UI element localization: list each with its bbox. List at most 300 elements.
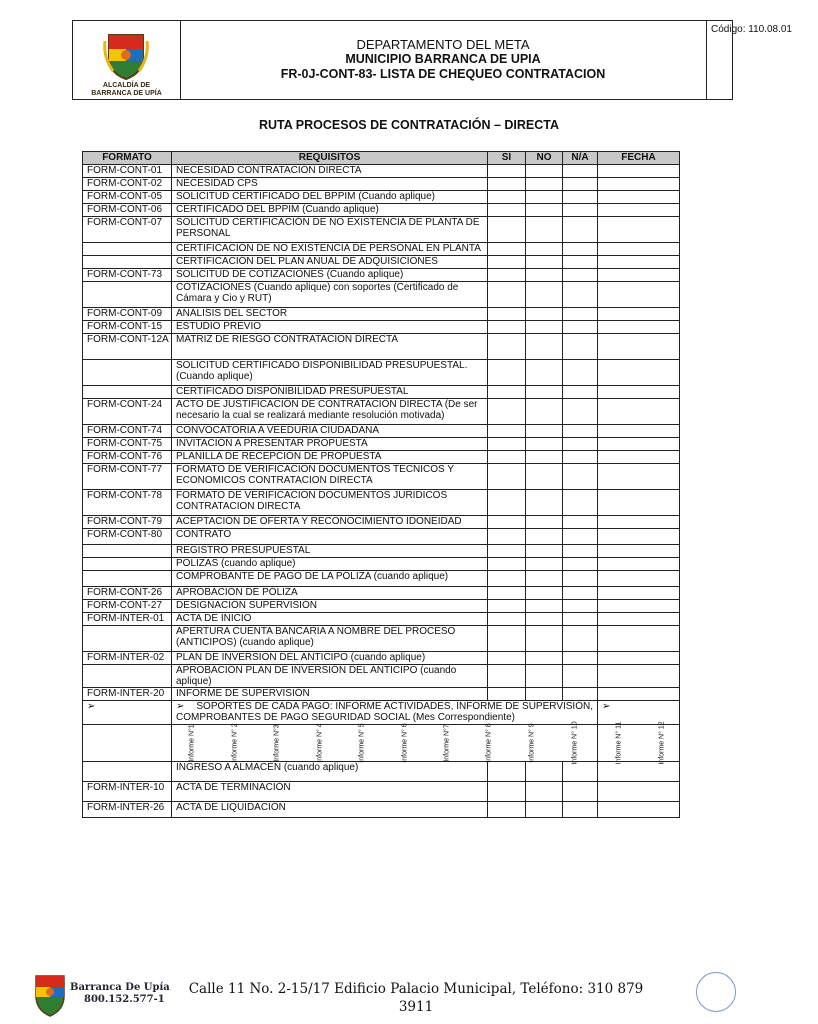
footer-seal-circle: [696, 972, 736, 1012]
table-row: [83, 321, 680, 334]
informe-text: Informe N° 8: [486, 723, 494, 763]
check-cell-no[interactable]: [526, 438, 563, 451]
form-code-cell: FORM-CONT-01: [83, 165, 172, 178]
requirement-cell: ACTO DE JUSTIFICACIÓN DE CONTRATACIÓN DIRECTA (De ser necesario la cual se realizará mediante resolución motivada): [172, 399, 488, 425]
requirement-cell: CERTIFICACIÓN DEL PLAN ANUAL DE ADQUISICIONES: [172, 256, 488, 269]
requirement-cell: CONTRATO: [172, 529, 488, 545]
column-header-no: NO: [526, 152, 563, 165]
requirement-cell: ACTA DE INICIO: [172, 613, 488, 626]
check-cell-fecha[interactable]: [598, 490, 680, 516]
check-cell-no[interactable]: [526, 490, 563, 516]
check-cell-si[interactable]: [488, 386, 526, 399]
check-cell-fecha[interactable]: [598, 165, 680, 178]
check-cell-si[interactable]: [488, 321, 526, 334]
check-cell-no[interactable]: [526, 243, 563, 256]
check-cell-na[interactable]: [563, 308, 598, 321]
informe-text: Informe N° 6: [401, 723, 409, 763]
table-row: [83, 425, 680, 438]
check-cell-na[interactable]: [563, 334, 598, 360]
form-code-cell: [83, 282, 172, 308]
form-code-cell: FORM-CONT-06: [83, 204, 172, 217]
check-cell-no[interactable]: [526, 334, 563, 360]
check-cell-no[interactable]: [526, 425, 563, 438]
check-cell-no[interactable]: [526, 256, 563, 269]
table-row: [83, 386, 680, 399]
check-cell-si[interactable]: [488, 282, 526, 308]
requirement-cell: COTIZACIONES (Cuando aplique) con soportes (Certificado de Cámara y Cio y RUT): [172, 282, 488, 308]
form-code-cell: [83, 545, 172, 558]
soportes-marker-cell: ➢: [83, 701, 172, 725]
informe-text: Informe N° 12: [658, 721, 666, 765]
check-cell-si[interactable]: [488, 451, 526, 464]
requirement-cell: PLANILLA DE RECEPCIÓN DE PROPUESTA: [172, 451, 488, 464]
check-cell-no[interactable]: [526, 802, 563, 818]
check-cell-no[interactable]: [526, 665, 563, 688]
form-code-cell: [83, 386, 172, 399]
check-cell-na[interactable]: [563, 438, 598, 451]
table-row: [83, 571, 680, 587]
informe-text: Informe N°1: [189, 724, 197, 762]
check-cell-si[interactable]: [488, 802, 526, 818]
check-cell-na[interactable]: [563, 529, 598, 545]
form-code-cell: [83, 243, 172, 256]
check-cell-si[interactable]: [488, 438, 526, 451]
check-cell-na[interactable]: [563, 399, 598, 425]
informe-text: Informe N°3: [274, 724, 282, 762]
table-row: [83, 204, 680, 217]
check-cell-fecha[interactable]: [598, 178, 680, 191]
form-code-cell: FORM-CONT-80: [83, 529, 172, 545]
check-cell-si[interactable]: [488, 165, 526, 178]
form-code-cell: FORM-CONT-73: [83, 269, 172, 282]
check-cell-no[interactable]: [526, 217, 563, 243]
check-cell-na[interactable]: [563, 321, 598, 334]
table-row: [83, 334, 680, 360]
informe-label: [641, 721, 684, 765]
check-cell-si[interactable]: [488, 204, 526, 217]
check-cell-no[interactable]: [526, 558, 563, 571]
informes-fecha-cell: [598, 721, 680, 765]
form-code-cell: FORM-CONT-05: [83, 191, 172, 204]
informe-text: Informe N° 10: [571, 721, 579, 765]
table-row: [83, 665, 680, 688]
check-cell-fecha[interactable]: [598, 782, 680, 802]
check-cell-fecha[interactable]: [598, 308, 680, 321]
informe-text: Informe N° 2: [231, 723, 239, 763]
check-cell-na[interactable]: [563, 269, 598, 282]
form-code-cell: FORM-INTER-02: [83, 652, 172, 665]
requirement-cell: ACEPTACIÓN DE OFERTA Y RECONOCIMIENTO IDONEIDAD: [172, 516, 488, 529]
informe-label: [554, 721, 597, 765]
form-code-cell: FORM-INTER-26: [83, 802, 172, 818]
check-cell-no[interactable]: [526, 360, 563, 386]
form-code-cell: [83, 762, 172, 782]
informe-label: [257, 725, 299, 761]
check-cell-na[interactable]: [563, 464, 598, 490]
footer-address: Calle 11 No. 2-15/17 Edificio Palacio Municipal, Teléfono: 310 879 3911: [188, 981, 644, 1015]
check-cell-na[interactable]: [563, 490, 598, 516]
check-cell-na[interactable]: [563, 516, 598, 529]
check-cell-fecha[interactable]: [598, 438, 680, 451]
check-cell-na[interactable]: [563, 665, 598, 688]
form-code-cell: [83, 665, 172, 688]
check-cell-fecha[interactable]: [598, 204, 680, 217]
check-cell-no[interactable]: [526, 613, 563, 626]
check-cell-fecha[interactable]: [598, 386, 680, 399]
table-row: [83, 652, 680, 665]
soportes-bullet: ➢: [176, 701, 185, 712]
check-cell-fecha[interactable]: [598, 600, 680, 613]
check-cell-si[interactable]: [488, 490, 526, 516]
table-row: [83, 165, 680, 178]
requirement-cell: APROBACIÓN DE PÓLIZA: [172, 587, 488, 600]
informe-label: [172, 725, 214, 761]
check-cell-fecha[interactable]: [598, 282, 680, 308]
check-cell-fecha[interactable]: [598, 626, 680, 652]
informe-text: Informe N° 9: [528, 723, 536, 763]
table-row: [83, 529, 680, 545]
requirement-cell: PLAN DE INVERSIÓN DEL ANTICIPO (cuando aplique): [172, 652, 488, 665]
requirement-cell: SOLICITUD CERTIFICADO DISPONIBILIDAD PRESUPUESTAL. (Cuando aplique): [172, 360, 488, 386]
footer-logo-icon: [32, 970, 68, 1018]
form-code-cell: FORM-CONT-26: [83, 587, 172, 600]
municipality-logo-cell: [73, 21, 181, 99]
check-cell-na[interactable]: [563, 360, 598, 386]
check-cell-no[interactable]: [526, 269, 563, 282]
check-cell-si[interactable]: [488, 571, 526, 587]
table-row: [83, 308, 680, 321]
table-row: [83, 282, 680, 308]
document-code: Código: 110.08.01: [711, 24, 792, 35]
check-cell-na[interactable]: [563, 217, 598, 243]
form-code-cell: FORM-CONT-24: [83, 399, 172, 425]
table-row: [83, 587, 680, 600]
form-code-cell: [83, 626, 172, 652]
check-cell-fecha[interactable]: [598, 762, 680, 782]
requirement-cell: APERTURA CUENTA BANCARIA A NOMBRE DEL PROCESO (ANTICIPOS) (cuando aplique): [172, 626, 488, 652]
requirement-cell: NECESIDAD CONTRATACIÓN DIRECTA: [172, 165, 488, 178]
table-row: [83, 256, 680, 269]
requirement-cell: PÓLIZAS (cuando aplique): [172, 558, 488, 571]
form-code-cell: FORM-CONT-02: [83, 178, 172, 191]
form-code-cell: FORM-CONT-76: [83, 451, 172, 464]
check-cell-fecha[interactable]: [598, 321, 680, 334]
check-cell-si[interactable]: [488, 626, 526, 652]
check-cell-no[interactable]: [526, 782, 563, 802]
check-cell-na[interactable]: [563, 178, 598, 191]
soportes-fecha-marker: ➢: [598, 701, 680, 725]
informes-row: [83, 725, 680, 762]
check-cell-no[interactable]: [526, 762, 563, 782]
requirement-cell: INVITACIÓN A PRESENTAR PROPUESTA: [172, 438, 488, 451]
table-row: [83, 243, 680, 256]
column-header-requisitos: REQUISITOS: [172, 152, 488, 165]
check-cell-fecha[interactable]: [598, 652, 680, 665]
form-title: FR-0J-CONT-83- LISTA DE CHEQUEO CONTRATACION: [280, 67, 606, 81]
check-cell-si[interactable]: [488, 269, 526, 282]
table-row: [83, 217, 680, 243]
check-cell-no[interactable]: [526, 308, 563, 321]
table-header-row: [83, 152, 680, 165]
form-code-cell: FORM-CONT-15: [83, 321, 172, 334]
informes-list: [172, 721, 597, 765]
requirement-cell: DESIGNACIÓN SUPERVISIÓN: [172, 600, 488, 613]
check-cell-no[interactable]: [526, 165, 563, 178]
check-cell-no[interactable]: [526, 399, 563, 425]
informes-cell: [172, 721, 598, 765]
check-cell-na[interactable]: [563, 386, 598, 399]
informe-label: [427, 725, 469, 761]
check-cell-fecha[interactable]: [598, 451, 680, 464]
informe-label: [384, 725, 426, 761]
check-cell-fecha[interactable]: [598, 399, 680, 425]
requirement-cell: ACTA DE TERMINACIÓN: [172, 782, 488, 802]
table-row: [83, 802, 680, 818]
check-cell-no[interactable]: [526, 191, 563, 204]
requirement-cell: COMPROBANTE DE PAGO DE LA PÓLIZA (cuando aplique): [172, 571, 488, 587]
table-row: [83, 451, 680, 464]
table-row: [83, 191, 680, 204]
check-cell-no[interactable]: [526, 282, 563, 308]
form-code-cell: [83, 558, 172, 571]
check-cell-no[interactable]: [526, 178, 563, 191]
check-cell-si[interactable]: [488, 600, 526, 613]
check-cell-si[interactable]: [488, 613, 526, 626]
section-title: RUTA PROCESOS DE CONTRATACIÓN – DIRECTA: [258, 118, 559, 132]
requirement-cell: SOLICITUD DE COTIZACIONES (Cuando aplique): [172, 269, 488, 282]
check-cell-no[interactable]: [526, 451, 563, 464]
check-cell-si[interactable]: [488, 688, 526, 701]
table-row: [83, 360, 680, 386]
check-cell-no[interactable]: [526, 600, 563, 613]
check-cell-fecha[interactable]: [598, 802, 680, 818]
check-cell-fecha[interactable]: [598, 688, 680, 701]
form-code-cell: FORM-CONT-75: [83, 438, 172, 451]
check-cell-no[interactable]: [526, 386, 563, 399]
check-cell-no[interactable]: [526, 688, 563, 701]
check-cell-na[interactable]: [563, 165, 598, 178]
requirement-cell: CONVOCATORIA A VEEDURIA CIUDADANA: [172, 425, 488, 438]
table-row: [83, 600, 680, 613]
check-cell-fecha[interactable]: [598, 425, 680, 438]
check-cell-fecha[interactable]: [598, 360, 680, 386]
check-cell-no[interactable]: [526, 204, 563, 217]
checklist-body-end: [83, 762, 680, 818]
requirement-cell: ANÁLISIS DEL SECTOR: [172, 308, 488, 321]
table-row: [83, 178, 680, 191]
check-cell-no[interactable]: [526, 587, 563, 600]
form-code-cell: FORM-INTER-10: [83, 782, 172, 802]
requirement-cell: CERTIFICACIÓN DE NO EXISTENCIA DE PERSONAL EN PLANTA: [172, 243, 488, 256]
check-cell-fecha[interactable]: [598, 558, 680, 571]
form-code-cell: [83, 256, 172, 269]
informe-label: [214, 725, 256, 761]
check-cell-na[interactable]: [563, 558, 598, 571]
soportes-text: SOPORTES DE CADA PAGO: INFORME ACTIVIDADES, INFORME DE SUPERVISIÓN, COMPROBANTES DE PAGO SEGURIDAD SOCIAL (Mes Correspondiente): [176, 701, 593, 723]
check-cell-fecha[interactable]: [598, 191, 680, 204]
table-row: [83, 464, 680, 490]
check-cell-no[interactable]: [526, 626, 563, 652]
informe-label: [598, 721, 641, 765]
check-cell-na[interactable]: [563, 282, 598, 308]
table-row: [83, 762, 680, 782]
check-cell-si[interactable]: [488, 558, 526, 571]
requirement-cell: INFORME DE SUPERVISIÓN: [172, 688, 488, 701]
check-cell-na[interactable]: [563, 600, 598, 613]
department-name: DEPARTAMENTO DEL META: [356, 37, 530, 52]
check-cell-na[interactable]: [563, 762, 598, 782]
check-cell-fecha[interactable]: [598, 217, 680, 243]
form-code-cell: [83, 360, 172, 386]
check-cell-no[interactable]: [526, 545, 563, 558]
form-code-cell: FORM-CONT-77: [83, 464, 172, 490]
requirement-cell: CERTIFICADO DEL BPPIM (Cuando aplique): [172, 204, 488, 217]
soportes-row: [83, 701, 680, 725]
column-header-formato: FORMATO: [83, 152, 172, 165]
check-cell-na[interactable]: [563, 545, 598, 558]
check-cell-si[interactable]: [488, 243, 526, 256]
requirement-cell: REGISTRO PRESUPUESTAL: [172, 545, 488, 558]
form-code-cell: FORM-CONT-27: [83, 600, 172, 613]
check-cell-si[interactable]: [488, 464, 526, 490]
check-cell-na[interactable]: [563, 256, 598, 269]
form-code-cell: FORM-CONT-09: [83, 308, 172, 321]
check-cell-si[interactable]: [488, 529, 526, 545]
check-cell-si[interactable]: [488, 178, 526, 191]
check-cell-si[interactable]: [488, 782, 526, 802]
check-cell-si[interactable]: [488, 217, 526, 243]
footer-brand: [70, 982, 170, 1006]
informe-label: [511, 725, 553, 761]
table-row: [83, 613, 680, 626]
soportes-section: [83, 701, 680, 765]
check-cell-si[interactable]: [488, 191, 526, 204]
check-cell-no[interactable]: [526, 321, 563, 334]
check-cell-si[interactable]: [488, 256, 526, 269]
form-code-cell: FORM-CONT-12A: [83, 334, 172, 360]
check-cell-na[interactable]: [563, 571, 598, 587]
informe-text: Informe N° 11: [615, 721, 623, 765]
logo-caption-1: ALCALDÍA DE: [102, 82, 151, 89]
check-cell-fecha[interactable]: [598, 571, 680, 587]
informe-label: [469, 725, 511, 761]
column-header-si: SI: [488, 152, 526, 165]
informes-empty-cell: [83, 725, 172, 762]
column-header-na: N/A: [563, 152, 598, 165]
document-header: [72, 20, 792, 100]
check-cell-si[interactable]: [488, 516, 526, 529]
check-cell-fecha[interactable]: [598, 243, 680, 256]
form-code-cell: FORM-CONT-78: [83, 490, 172, 516]
requirement-cell: ACTA DE LIQUIDACIÓN: [172, 802, 488, 818]
requirement-cell: ESTUDIO PREVIO: [172, 321, 488, 334]
check-cell-si[interactable]: [488, 399, 526, 425]
check-cell-si[interactable]: [488, 665, 526, 688]
check-cell-na[interactable]: [563, 425, 598, 438]
informe-text: Informe N° 5: [358, 723, 366, 763]
check-cell-si[interactable]: [488, 762, 526, 782]
check-cell-fecha[interactable]: [598, 269, 680, 282]
footer-brand-name: Barranca De Upía: [70, 982, 170, 993]
requirement-cell: CERTIFICADO DISPONIBILIDAD PRESUPUESTAL: [172, 386, 488, 399]
check-cell-na[interactable]: [563, 782, 598, 802]
check-cell-na[interactable]: [563, 451, 598, 464]
form-code-cell: FORM-CONT-07: [83, 217, 172, 243]
check-cell-na[interactable]: [563, 626, 598, 652]
check-cell-si[interactable]: [488, 360, 526, 386]
check-cell-na[interactable]: [563, 802, 598, 818]
requirement-cell: MATRIZ DE RIESGO CONTRATACION DIRECTA: [172, 334, 488, 360]
check-cell-fecha[interactable]: [598, 665, 680, 688]
check-cell-fecha[interactable]: [598, 529, 680, 545]
requirement-cell: NECESIDAD CPS: [172, 178, 488, 191]
municipality-name: MUNICIPIO BARRANCA DE UPIA: [345, 52, 541, 66]
soportes-cell: [172, 701, 598, 725]
check-cell-fecha[interactable]: [598, 545, 680, 558]
check-cell-si[interactable]: [488, 334, 526, 360]
table-row: [83, 558, 680, 571]
check-cell-si[interactable]: [488, 425, 526, 438]
check-cell-na[interactable]: [563, 587, 598, 600]
informes-list-right: [598, 721, 679, 765]
column-header-fecha: FECHA: [598, 152, 680, 165]
check-cell-si[interactable]: [488, 587, 526, 600]
checklist-table: [82, 151, 680, 818]
check-cell-no[interactable]: [526, 652, 563, 665]
table-row: [83, 516, 680, 529]
check-cell-na[interactable]: [563, 243, 598, 256]
header-title-block: [180, 21, 707, 99]
check-cell-no[interactable]: [526, 571, 563, 587]
check-cell-no[interactable]: [526, 464, 563, 490]
check-cell-fecha[interactable]: [598, 516, 680, 529]
check-cell-fecha[interactable]: [598, 587, 680, 600]
form-code-cell: [83, 571, 172, 587]
check-cell-si[interactable]: [488, 308, 526, 321]
form-code-cell: FORM-INTER-01: [83, 613, 172, 626]
check-cell-na[interactable]: [563, 613, 598, 626]
informe-label: [342, 725, 384, 761]
table-row: [83, 782, 680, 802]
check-cell-na[interactable]: [563, 204, 598, 217]
check-cell-si[interactable]: [488, 545, 526, 558]
check-cell-fecha[interactable]: [598, 613, 680, 626]
check-cell-fecha[interactable]: [598, 464, 680, 490]
check-cell-fecha[interactable]: [598, 334, 680, 360]
check-cell-na[interactable]: [563, 688, 598, 701]
table-row: [83, 688, 680, 701]
form-code-cell: FORM-CONT-79: [83, 516, 172, 529]
form-code-cell: FORM-CONT-74: [83, 425, 172, 438]
logo-caption-2: BARRANCA DE UPÍA: [91, 90, 162, 97]
check-cell-na[interactable]: [563, 652, 598, 665]
requirement-cell: INGRESO A ALMACÉN (cuando aplique): [172, 762, 488, 782]
requirement-cell: FORMATO DE VERIFICACION DOCUMENTOS JURIDICOS CONTRATACION DIRECTA: [172, 490, 488, 516]
table-row: [83, 269, 680, 282]
check-cell-no[interactable]: [526, 516, 563, 529]
requirement-cell: SOLICITUD CERTIFICACIÓN DE NO EXISTENCIA DE PLANTA DE PERSONAL: [172, 217, 488, 243]
checklist-body: [83, 165, 680, 701]
requirement-cell: FORMATO DE VERIFICACION DOCUMENTOS TECNICOS Y ECONOMICOS CONTRATACION DIRECTA: [172, 464, 488, 490]
check-cell-si[interactable]: [488, 652, 526, 665]
check-cell-fecha[interactable]: [598, 256, 680, 269]
check-cell-no[interactable]: [526, 529, 563, 545]
table-row: [83, 490, 680, 516]
informe-text: Informe N°7: [443, 724, 451, 762]
form-code-cell: FORM-INTER-20: [83, 688, 172, 701]
check-cell-na[interactable]: [563, 191, 598, 204]
table-row: [83, 545, 680, 558]
